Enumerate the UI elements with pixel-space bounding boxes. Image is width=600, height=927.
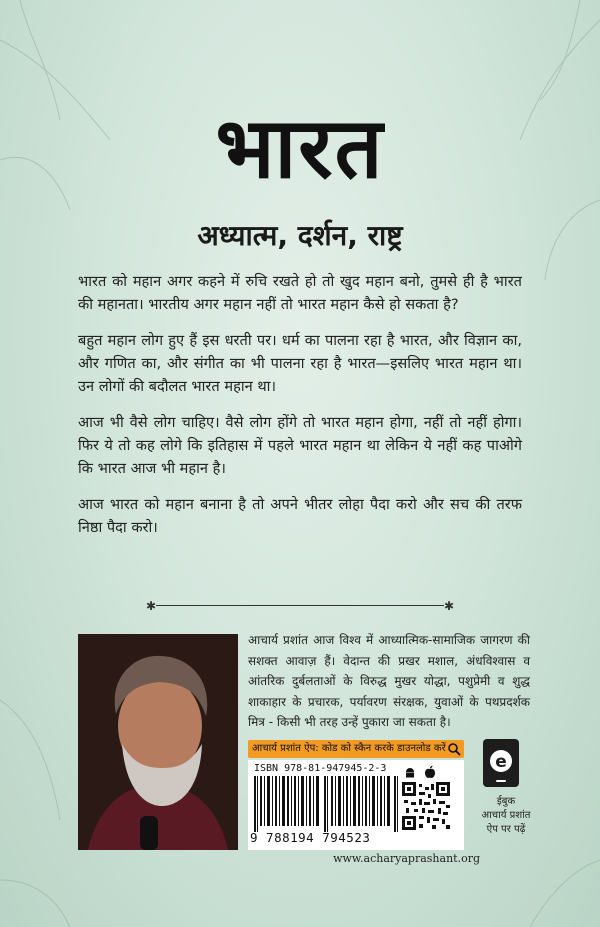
section-divider <box>146 598 454 614</box>
isbn-text: ISBN 978-81-947945-2-3 <box>254 763 387 774</box>
divider-ornament-right: ✱ <box>443 599 454 613</box>
book-subtitle: अध्यात्म, दर्शन, राष्ट्र <box>197 219 403 252</box>
barcode-number: 9 788194 794523 <box>250 830 371 845</box>
author-photo <box>78 634 238 850</box>
ebook-icon <box>482 738 520 788</box>
barcode-panel <box>248 760 464 850</box>
divider-line <box>156 605 444 606</box>
app-download-text: आचार्य प्रशांत ऐप: कोड को स्कैन करके डाउनलोड करें <box>252 743 446 754</box>
ebook-caption-line: ईबुक <box>496 796 516 807</box>
ebook-caption-line: ऐप पर पढ़ें <box>486 824 526 835</box>
app-download-banner <box>248 740 464 758</box>
blurb-paragraph: आज भी वैसे लोग चाहिए। वैसे लोग होंगे तो भारत महान होगा, नहीं तो नहीं होगा। फिर ये तो कह लोगे कि इतिहास में पहले भारत महान था लेकिन ये नहीं कह पाओगे कि भारत आज भी महान है। <box>78 414 522 477</box>
search-icon <box>447 742 461 756</box>
blurb-paragraph: आज भारत को महान बनाना है तो अपने भीतर लोहा पैदा करो और सच की तरफ निष्ठा पैदा करो। <box>78 496 522 536</box>
book-title: भारत <box>215 99 385 197</box>
barcode <box>254 776 399 832</box>
website-url: www.acharyaprashant.org <box>333 852 480 865</box>
divider-ornament-left: ✱ <box>146 599 157 613</box>
author-portrait <box>78 634 238 850</box>
ebook-caption-line: आचार्य प्रशांत <box>481 810 531 821</box>
android-icon <box>404 766 416 778</box>
blurb-paragraph: भारत को महान अगर कहने में रुचि रखते हो तो खुद महान बनो, तुमसे ही है भारत की महानता। भारतीय अगर महान नहीं तो भारत महान कैसे हो सकता है? <box>78 273 522 313</box>
qr-code <box>402 782 450 830</box>
blurb-paragraph: बहुत महान लोग हुए हैं इस धरती पर। धर्म का पालना रहा है भारत, और विज्ञान का, और गणित का, और संगीत का भी पालना रहा है भारत—इसलिए भारत महान था। उन लोगों की बदौलत भारत महान था। <box>78 332 522 395</box>
apple-icon <box>424 765 436 779</box>
ebook-caption <box>466 795 546 837</box>
blurb <box>78 270 522 552</box>
svg-text:e: e <box>495 752 507 772</box>
author-bio: आचार्य प्रशांत आज विश्व में आध्यात्मिक-सामाजिक जागरण की सशक्त आवाज़ हैं। वेदान्त की प्रखर मशाल, अंधविश्वास व आंतरिक दुर्बलताओं के विरुद्ध मुखर योद्धा, पशुप्रेमी व शुद्ध शाकाहार के प्रचारक, पर्यावरण संरक्षक, युवाओं के पथप्रदर्शक मित्र - किसी भी तरह उन्हें पुकारा जा सकता है। <box>248 633 530 729</box>
